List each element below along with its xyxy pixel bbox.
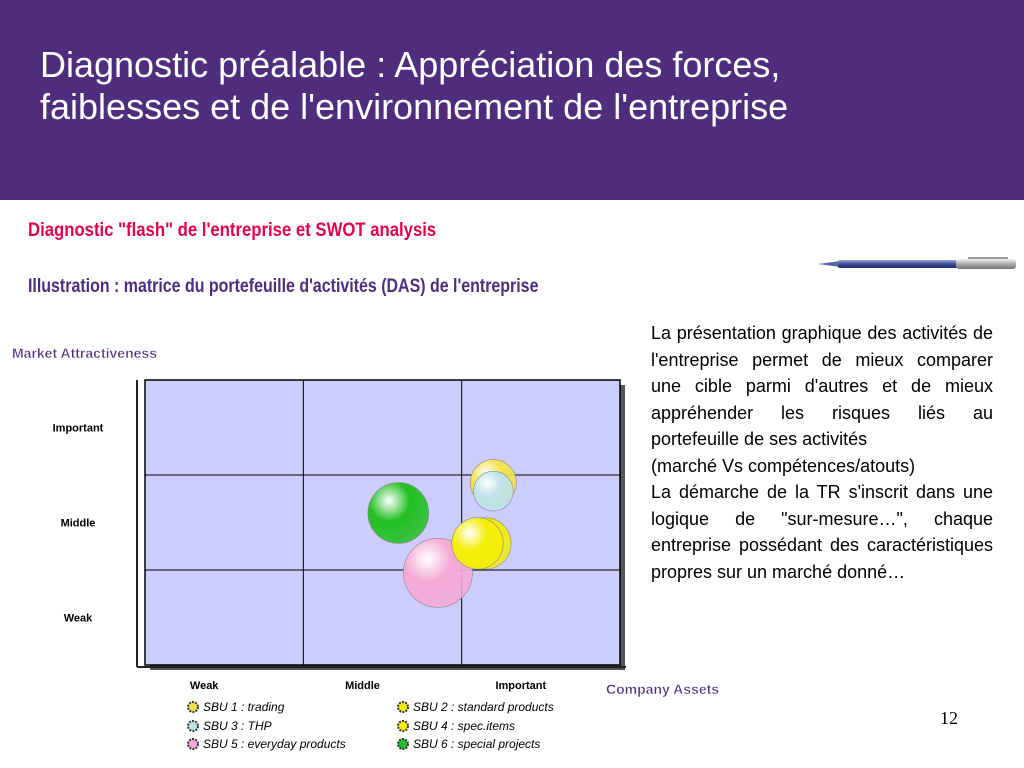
- legend-marker-sbu-1: [188, 702, 198, 712]
- description-paragraph-2: (marché Vs compétences/atouts): [651, 455, 916, 476]
- legend-marker-sbu-2: [398, 702, 408, 712]
- slide-title: Diagnostic préalable : Appréciation des forces, faiblesses et de l'environnement de l'entreprise: [40, 44, 789, 127]
- y-axis-title: Market Attractiveness: [12, 345, 157, 361]
- legend-marker-sbu-6: [398, 739, 408, 749]
- legend-label-sbu-1: SBU 1 : trading: [203, 700, 285, 714]
- description-paragraph-1: La présentation graphique des activités de l'entreprise permet de mieux comparer une cible parmi d'autres et de mieux appréhender les risques liés au portefeuille de ses activités: [651, 323, 993, 449]
- x-tick-label: Important: [495, 680, 547, 692]
- description-paragraph-3: La démarche de la TR s'inscrit dans une logique de "sur-mesure…", chaque entreprise possédant des caractéristiques propres sur un marché donné…: [651, 482, 993, 582]
- slide-header: [0, 0, 1024, 200]
- y-tick-label: Middle: [60, 517, 96, 530]
- bubble-sbu-6: [368, 483, 429, 544]
- slide-subtitle: Diagnostic "flash" de l'entreprise et SWOT analysis: [28, 220, 437, 241]
- bubble-sbu-4: [452, 518, 503, 569]
- legend-label-sbu-2: SBU 2 : standard products: [413, 700, 554, 714]
- legend-label-sbu-3: SBU 3 : THP: [203, 719, 272, 733]
- legend-marker-sbu-5: [188, 739, 198, 749]
- bubble-sbu-3: [473, 471, 513, 511]
- pen-icon: [818, 254, 1018, 274]
- x-axis-title: Company Assets: [606, 681, 720, 697]
- y-tick-label: Weak: [63, 612, 93, 625]
- legend-label-sbu-5: SBU 5 : everyday products: [203, 737, 346, 751]
- x-tick-label: Weak: [189, 680, 219, 692]
- legend-marker-sbu-4: [398, 721, 408, 731]
- legend-label-sbu-4: SBU 4 : spec.items: [413, 719, 516, 733]
- legend-marker-sbu-3: [188, 721, 198, 731]
- x-tick-label: Middle: [345, 680, 380, 692]
- bubble-chart: [0, 330, 790, 762]
- page-number: 12: [940, 708, 958, 728]
- legend-label-sbu-6: SBU 6 : special projects: [413, 737, 541, 751]
- y-tick-label: Important: [52, 422, 104, 435]
- illustration-label: Illustration : matrice du portefeuille d'activités (DAS) de l'entreprise: [28, 276, 539, 297]
